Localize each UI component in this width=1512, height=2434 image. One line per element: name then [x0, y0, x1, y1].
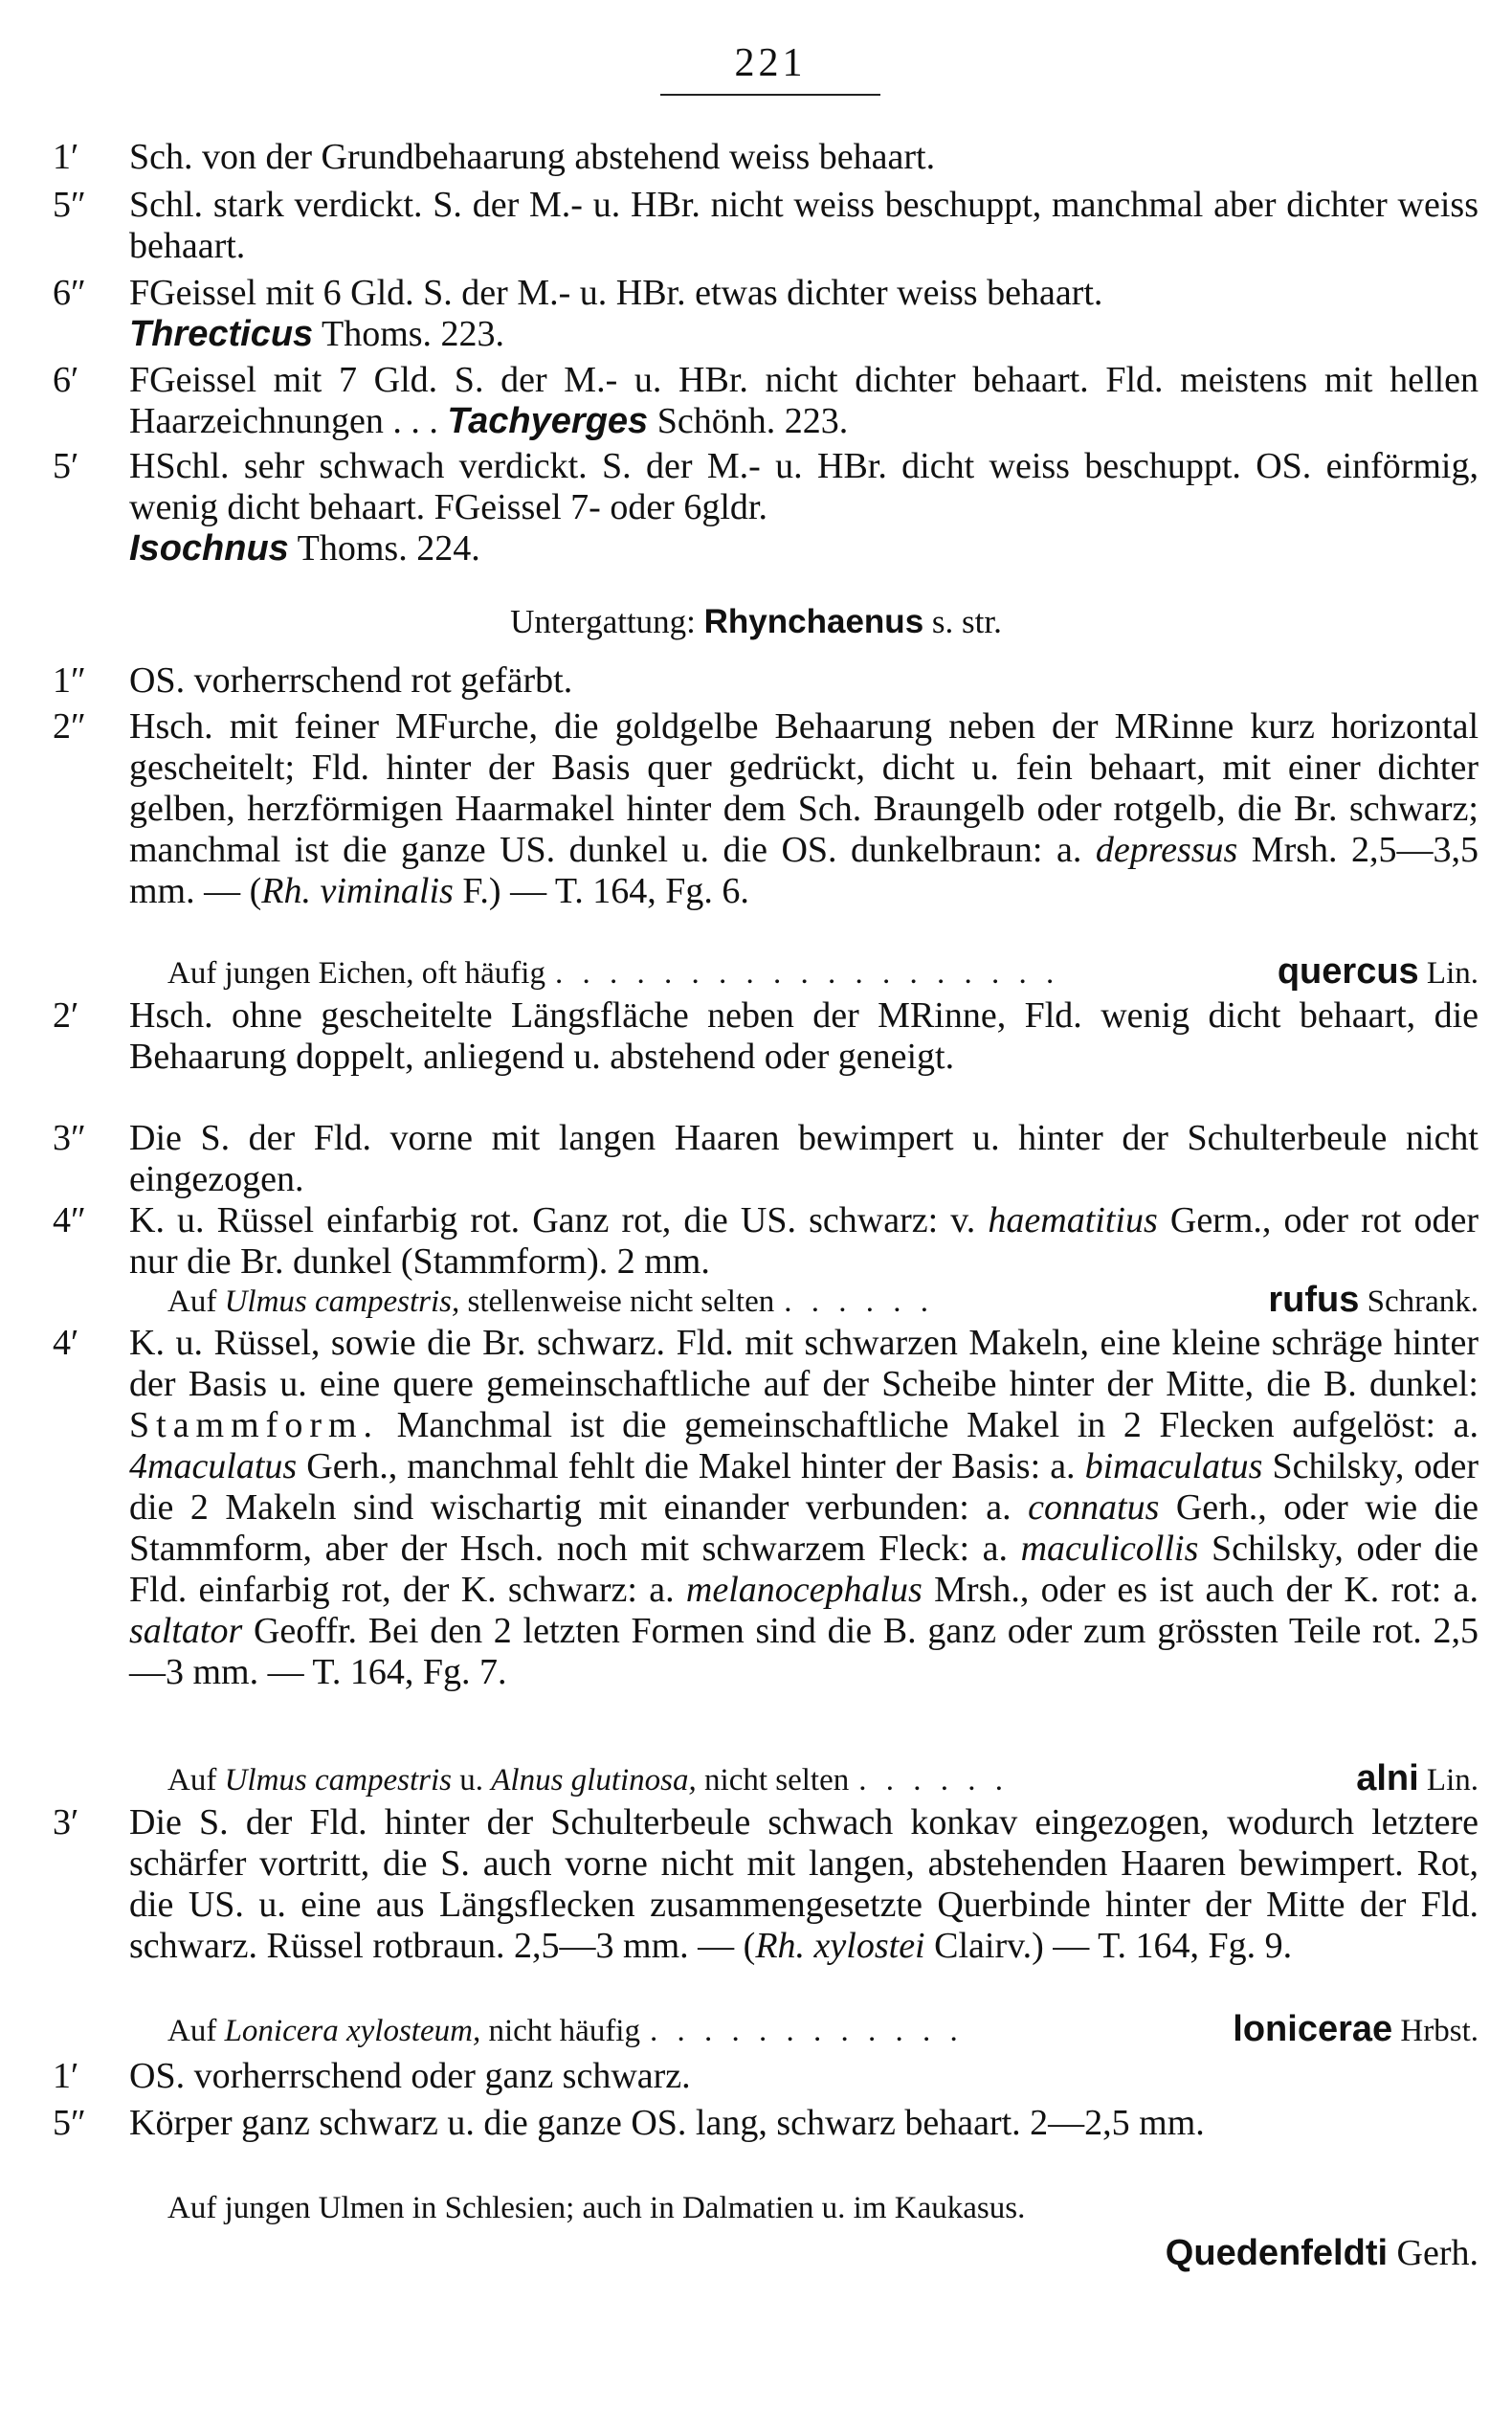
entry-text: Geoffr. Bei den 2 letzten Formen sind die B. ganz oder zum grössten Teile rot. 2,5—3 mm. — T. 164, Fg. 7. — [129, 1611, 1479, 1692]
key-entry — [53, 2056, 1479, 2097]
variety-name: bimaculatus — [1084, 1446, 1263, 1486]
entry-text: Gerh., oder wie die Stammform, aber der Hsch. noch mit schwarzem Fleck: a. — [129, 1487, 1479, 1569]
entry-text: Hsch. mit feiner MFurche, die goldgelbe Behaarung neben der MRinne kurz horizontal gescheitelt; Fld. hinter der Basis quer gedrückt, dicht u. fein behaart, mit einer dichter gelben, herzförmigen Haarmakel hinter dem Sch. Braungelb oder rotgelb, die Br. schwarz; manchmal ist die ganze US. dunkel u. die OS. dunkelbraun: a. — [129, 706, 1479, 870]
key-entry — [53, 2103, 1479, 2144]
entry-text: Mrsh. 2,5—3,5 mm. — ( — [129, 830, 1479, 911]
couplet-mark: 4″ — [53, 1200, 86, 1240]
variety-name: melanocephalus — [685, 1570, 923, 1610]
variety-name: 4maculatus — [129, 1446, 298, 1486]
page-number: 221 — [734, 41, 807, 85]
stammform-label: Stammform. — [129, 1405, 380, 1445]
key-entry — [53, 360, 1479, 442]
key-entry — [53, 660, 1479, 702]
species-name: lonicerae — [1233, 2009, 1393, 2049]
host-plant: Ulmus campestris, — [224, 1284, 460, 1319]
genus-line — [129, 528, 1479, 569]
genus-line — [129, 314, 1479, 355]
subgenus-heading — [0, 603, 1512, 641]
entry-text: Hsch. ohne gescheitelte Längsfläche neben der MRinne, Fld. wenig dicht behaart, die Behaarung doppelt, anliegend u. abstehend oder geneigt. — [129, 995, 1479, 1077]
entry-text: FGeissel mit 7 Gld. S. der M.- u. HBr. nicht dichter behaart. Fld. meistens mit hellen Haarzeichnungen . . . — [129, 360, 1479, 441]
species-author: Gerh. — [1396, 2233, 1479, 2273]
host-line — [53, 2010, 1479, 2050]
entry-text: K. u. Rüssel einfarbig rot. Ganz rot, die US. schwarz: v. — [129, 1200, 976, 1240]
key-entry — [53, 273, 1479, 355]
host-plant: Ulmus campestris — [224, 1763, 452, 1798]
couplet-mark: 5″ — [53, 185, 86, 225]
genus-name: Threcticus — [129, 314, 314, 354]
species-name: alni — [1356, 1758, 1419, 1798]
entry-text: OS. vorherrschend oder ganz schwarz. — [129, 2056, 691, 2096]
genus-name: Isochnus — [129, 528, 289, 569]
species-name: quercus — [1277, 951, 1419, 992]
couplet-mark: 2′ — [53, 995, 79, 1036]
host-line — [53, 1759, 1479, 1799]
variety-name: maculicollis — [1020, 1529, 1199, 1569]
couplet-mark: 1′ — [53, 137, 79, 177]
host-plant: Lonicera xylosteum, — [224, 2014, 481, 2048]
entry-text: F.) — T. 164, Fg. 6. — [462, 871, 749, 911]
key-entry — [53, 1200, 1479, 1283]
entry-text: Schl. stark verdickt. S. der M.- u. HBr. nicht weiss beschuppt, manchmal aber dichter weiss behaart. — [129, 185, 1479, 266]
variety-name: connatus — [1028, 1487, 1160, 1528]
subgenus-suffix: s. str. — [931, 603, 1002, 640]
variety-name: saltator — [129, 1611, 243, 1651]
host-line — [53, 2189, 1479, 2227]
entry-text: OS. vorherrschend rot gefärbt. — [129, 660, 573, 701]
genus-name: Tachyerges — [447, 401, 649, 441]
couplet-mark: 3″ — [53, 1118, 86, 1158]
entry-text: Mrsh., oder es ist auch der K. rot: a. — [934, 1570, 1479, 1610]
species-name: rufus — [1268, 1280, 1360, 1320]
page-number-rule — [660, 94, 880, 96]
key-entry — [53, 185, 1479, 267]
genus-ref: Thoms. 224. — [297, 528, 480, 569]
key-entry — [53, 1323, 1479, 1693]
species-line — [53, 2233, 1479, 2274]
host-text: Auf jungen Eichen, oft häufig — [167, 956, 545, 991]
couplet-mark: 3′ — [53, 1802, 79, 1842]
key-entry — [53, 706, 1479, 912]
couplet-mark: 6′ — [53, 360, 79, 400]
species-author: Schrank. — [1367, 1284, 1479, 1319]
couplet-mark: 2″ — [53, 706, 86, 747]
subgenus-name: Rhynchaenus — [703, 603, 924, 640]
leader-dots: . . . . . . — [784, 1284, 934, 1319]
entry-text: Die S. der Fld. vorne mit langen Haaren bewimpert u. hinter der Schulterbeule nicht eingezogen. — [129, 1118, 1479, 1199]
key-entry — [53, 1802, 1479, 1967]
key-entry — [53, 446, 1479, 569]
host-line — [53, 952, 1479, 993]
synonym-name: Rh. xylostei — [755, 1926, 925, 1966]
host-text: Auf Ulmus campestris, stellenweise nicht selten — [167, 1284, 775, 1319]
couplet-mark: 5′ — [53, 446, 79, 486]
host-plant: Alnus glutinosa, — [491, 1763, 697, 1798]
subgenus-label: Untergattung: — [510, 603, 696, 640]
genus-ref: Schönh. 223. — [656, 401, 849, 441]
couplet-mark: 6″ — [53, 273, 86, 313]
entry-text: Manchmal ist die gemeinschaftliche Makel in 2 Flecken aufgelöst: a. — [396, 1405, 1479, 1445]
key-entry — [53, 1118, 1479, 1200]
key-entry — [53, 137, 1479, 178]
key-entry — [53, 995, 1479, 1078]
leader-dots: . . . . . . . . . . . . . . . . . . . — [554, 956, 1060, 991]
species-author: Lin. — [1426, 1763, 1479, 1798]
entry-text: Schilsky, oder die Fld. einfarbig rot, der K. schwarz: a. — [129, 1529, 1479, 1610]
entry-text: HSchl. sehr schwach verdickt. S. der M.- u. HBr. dicht weiss beschuppt. OS. einförmig, wenig dicht behaart. FGeissel 7- oder 6gldr. — [129, 446, 1479, 527]
entry-text: Sch. von der Grundbehaarung abstehend weiss behaart. — [129, 137, 936, 177]
couplet-mark: 1″ — [53, 660, 86, 701]
synonym-name: Rh. viminalis — [261, 871, 454, 911]
leader-dots: . . . . . . . . . . . . — [649, 2014, 964, 2048]
couplet-mark: 4′ — [53, 1323, 79, 1363]
host-text: Auf Ulmus campestris u. Alnus glutinosa, nicht selten — [167, 1763, 850, 1798]
entry-text: Clairv.) — T. 164, Fg. 9. — [934, 1926, 1293, 1966]
host-text: Auf Lonicera xylosteum, nicht häufig — [167, 2014, 640, 2048]
entry-text: Germ., oder rot oder nur die Br. dunkel (Stammform). 2 mm. — [129, 1200, 1479, 1282]
couplet-mark: 5″ — [53, 2103, 86, 2143]
entry-text: Die S. der Fld. hinter der Schulterbeule schwach konkav eingezogen, wodurch letztere schärfer vortritt, die S. auch vorne nicht mit langen, abstehenden Haaren bewimpert. Rot, die US. u. eine aus Längsflecken zusammengesetzte Querbinde hinter der Mitte der Fld. schwarz. Rüssel rotbraun. 2,5—3 mm. — ( — [129, 1802, 1479, 1966]
entry-text: FGeissel mit 6 Gld. S. der M.- u. HBr. etwas dichter weiss behaart. — [129, 273, 1103, 313]
couplet-mark: 1′ — [53, 2056, 79, 2096]
entry-text: Körper ganz schwarz u. die ganze OS. lang, schwarz behaart. 2—2,5 mm. — [129, 2103, 1205, 2143]
host-line — [53, 1281, 1479, 1321]
variety-name: depressus — [1095, 830, 1238, 870]
species-author: Hrbst. — [1400, 2014, 1479, 2048]
species-name: Quedenfeldti — [1165, 2233, 1389, 2273]
entry-text: Schilsky, oder die 2 Makeln sind wischartig mit einander verbunden: a. — [129, 1446, 1479, 1528]
host-text: Auf jungen Ulmen in Schlesien; auch in Dalmatien u. im Kaukasus. — [167, 2191, 1026, 2225]
entry-text: K. u. Rüssel, sowie die Br. schwarz. Fld. mit schwarzen Makeln, eine kleine schräge hinter der Basis u. eine quere gemeinschaftliche auf der Scheibe hinter der Mitte, die B. dunkel: — [129, 1323, 1479, 1404]
species-author: Lin. — [1426, 956, 1479, 991]
genus-ref: Thoms. 223. — [322, 314, 505, 354]
entry-text: Gerh., manchmal fehlt die Makel hinter der Basis: a. — [306, 1446, 1076, 1486]
variety-name: haematitius — [988, 1200, 1158, 1240]
leader-dots: . . . . . . — [858, 1763, 1009, 1798]
